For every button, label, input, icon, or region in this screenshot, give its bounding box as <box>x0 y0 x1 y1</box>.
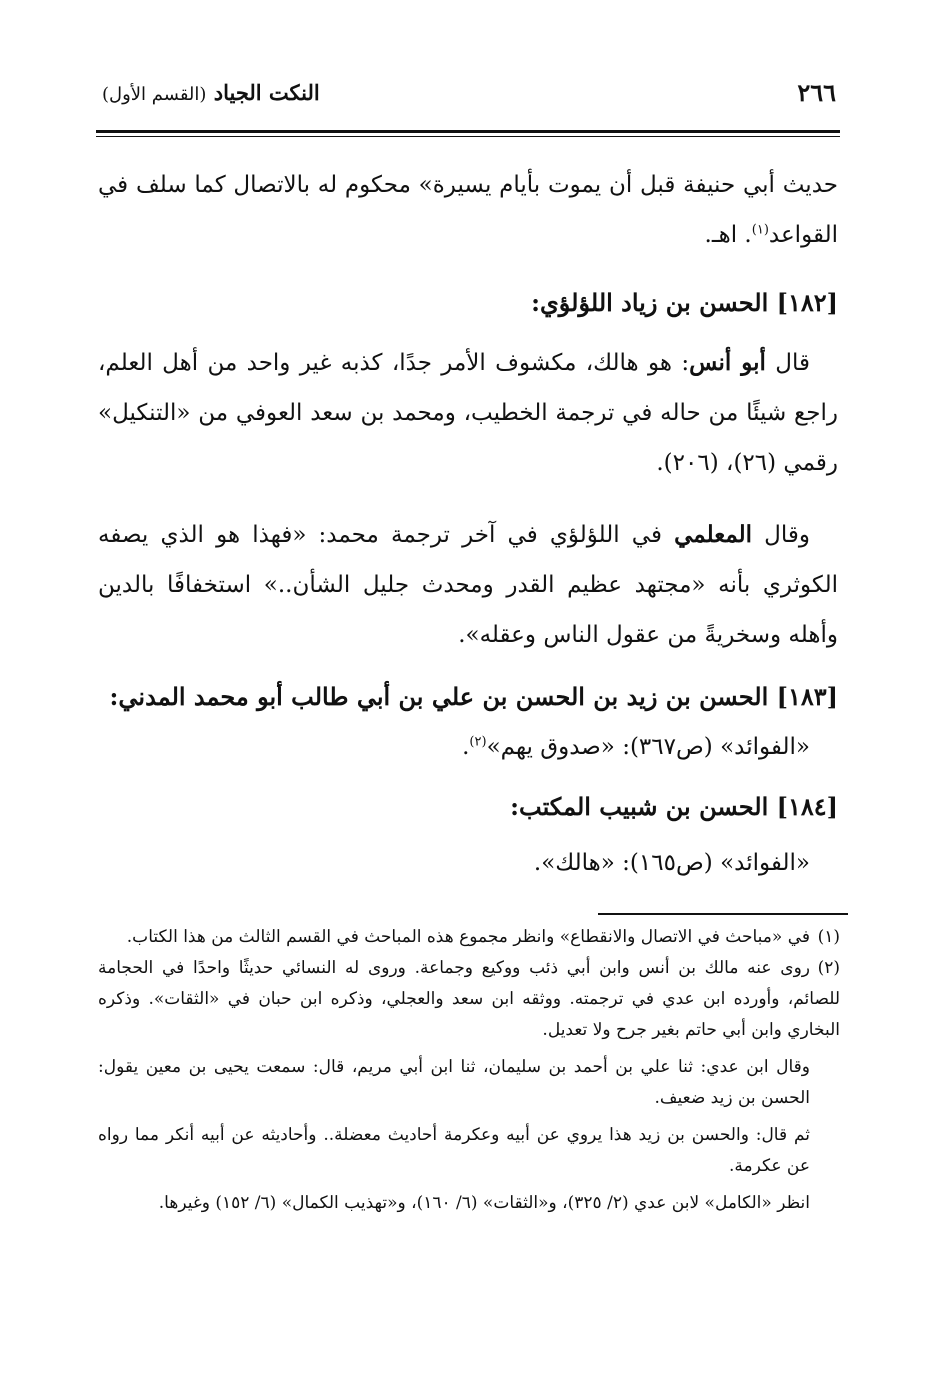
continuation-end: . اهـ. <box>704 222 752 248</box>
entry-184-text: «الفوائد» (ص١٦٥): «هالك». <box>533 850 810 876</box>
entry-183-heading: [١٨٣] الحسن بن زيد بن الحسن بن علي بن أبي طالب أبو محمد المدني: <box>109 682 838 711</box>
entry-182-lead: قال <box>765 350 811 376</box>
footnote-1 <box>98 922 840 953</box>
header-rule-thin <box>96 136 840 137</box>
entry-183-end: . <box>462 734 470 760</box>
footnote-1-text: في «مباحث في الاتصال والانقطاع» وانظر مجموع هذه المباحث في القسم الثالث من هذا الكتاب. <box>126 927 810 947</box>
footnote-2-paragraph-2: وقال ابن عدي: ثنا علي بن أحمد بن سليمان، ثنا ابن أبي مريم، قال: سمعت يحيى بن معين يقول: الحسن بن زيد ضعيف. <box>98 1057 810 1108</box>
footnote-2 <box>98 953 840 1046</box>
entry-184-heading: [١٨٤] الحسن بن شبيب المكتب: <box>510 792 838 821</box>
header-rule-thick <box>96 130 840 133</box>
footnote-separator <box>598 913 848 915</box>
entry-182-heading: [١٨٢] الحسن بن زياد اللؤلؤي: <box>531 288 838 317</box>
footnote-2-paragraph-3: ثم قال: والحسن بن زيد هذا يروي عن أبيه وعكرمة أحاديث معضلة.. وأحاديثه عن أبيه أنكر مما رواه عن عكرمة. <box>98 1125 810 1176</box>
entry-183-citation: «الفوائد» (ص٣٦٧): «صدوق يهم» <box>486 734 810 760</box>
footnote-ref-2[interactable]: (٢) <box>469 734 487 750</box>
footnote-2-number: (٢) <box>817 958 840 978</box>
page-number: ٢٦٦ <box>797 78 836 107</box>
footnote-2-text: روى عنه مالك بن أنس وابن أبي ذئب ووكيع وجماعة. وروى له النسائي حديثًا واحدًا في الحجامة للصائم، وأورده ابن عدي في ترجمته. ووثقه ابن سعد والعجلي، وذكره ابن حبان في «الثقات». وذكره البخاري وابن أبي حاتم بغير جرح ولا تعديل. <box>98 958 840 1040</box>
entry-182-authority: أبو أنس <box>689 349 766 376</box>
footnotes <box>98 922 840 1219</box>
main-text <box>98 160 838 888</box>
entry-182-authority-2: المعلمي <box>674 521 753 548</box>
running-title <box>102 80 320 105</box>
continuation-line1: حديث أبي حنيفة قبل أن يموت بأيام يسيرة» محكوم له بالاتصال كما سلف في <box>98 172 838 198</box>
book-title: النكت الجياد <box>213 80 320 105</box>
entry-182-text: : هو هالك، مكشوف الأمر جدًا، كذبه غير واحد من أهل العلم، راجع شيئًا من حاله في ترجمة الخطيب، ومحمد بن سعد العوفي من «التنكيل» رقمي (٢٦)، (٢٠٦). <box>98 350 838 476</box>
entry-182-lead-2: وقال <box>752 522 810 548</box>
entry-182-text-2: في اللؤلؤي في آخر ترجمة محمد: «فهذا هو الذي يصفه الكوثري بأنه «مجتهد عظيم القدر ومحدث جليل الشأن..» استخفافًا بالدين وأهله وسخريةً من عقول الناس وعقله». <box>98 522 838 648</box>
book-part: (القسم الأول) <box>102 84 207 105</box>
continuation-line2: القواعد <box>768 222 838 248</box>
entry-183-text <box>98 722 838 772</box>
footnote-2-paragraph-4: انظر «الكامل» لابن عدي (٢/ ٣٢٥)، و«الثقات» (٦/ ١٦٠)، و«تهذيب الكمال» (٦/ ١٥٢) وغيرها. <box>158 1193 810 1213</box>
continuation-paragraph <box>98 160 838 260</box>
footnote-ref-1[interactable]: (١) <box>751 222 769 238</box>
footnote-1-number: (١) <box>817 927 840 947</box>
entry-182-paragraph-1 <box>98 338 838 488</box>
entry-182-paragraph-2 <box>98 510 838 660</box>
page-header <box>96 78 840 122</box>
